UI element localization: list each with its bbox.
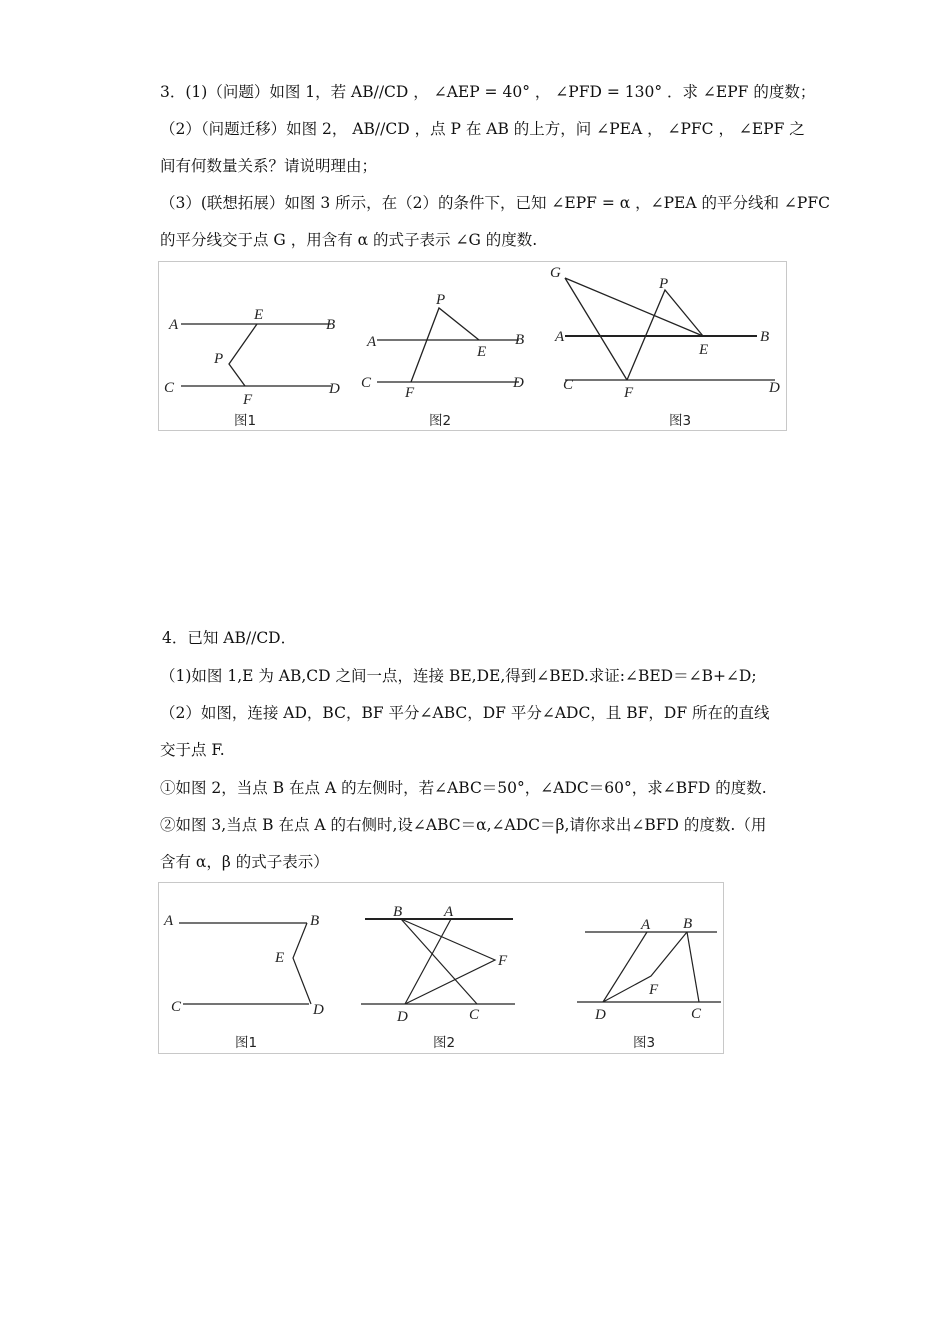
- fig1-label-e: E: [254, 307, 264, 323]
- fig3-label-p: P: [659, 276, 669, 292]
- p4-fig3-path-bfd: [603, 932, 687, 1002]
- problem4-line-2: （1)如图 1,E 为 AB,CD 之间一点，连接 BE,DE,得到∠BED.求证:∠BED＝∠B+∠D;: [160, 667, 757, 685]
- p4-fig2-path-bfd: [401, 919, 495, 1004]
- fig3-label-d: D: [769, 380, 780, 396]
- fig3-label-a: A: [555, 329, 565, 345]
- p4-fig2-label-f: F: [498, 953, 508, 969]
- problem3-figure-svg: [159, 262, 786, 430]
- fig3-label-f: F: [624, 385, 634, 401]
- p4-fig3-line-bc: [687, 932, 699, 1002]
- fig1-path-epf: [229, 324, 257, 386]
- p4-fig1-caption: 图1: [235, 1035, 258, 1051]
- problem4-figure-svg: [159, 883, 723, 1053]
- fig2-label-d: D: [513, 375, 524, 391]
- fig3-label-g: G: [550, 265, 561, 281]
- fig3-label-b: B: [760, 329, 770, 345]
- p4-fig1-label-c: C: [171, 999, 182, 1015]
- p4-fig2-label-a: A: [444, 904, 454, 920]
- p4-fig3-label-d: D: [595, 1007, 606, 1023]
- fig1-label-f: F: [243, 392, 253, 408]
- p4-fig3-line-ad: [603, 932, 647, 1002]
- problem3-line-3: 间有何数量关系？请说明理由；: [160, 157, 378, 175]
- problem3-line-4: （3）(联想拓展）如图 3 所示，在（2）的条件下，已知 ∠EPF = α ，∠PEA 的平分线和 ∠PFC: [160, 194, 830, 212]
- problem4-line-4: 交于点 F.: [160, 741, 225, 759]
- p4-fig3-label-b: B: [683, 916, 693, 932]
- fig2-label-c: C: [361, 375, 372, 391]
- p4-fig3-label-f: F: [649, 982, 659, 998]
- fig3-line-gf: [565, 278, 627, 380]
- p4-fig1-label-d: D: [313, 1002, 324, 1018]
- problem3-line-2: （2）（问题迁移）如图 2， AB//CD ，点 P 在 AB 的上方，问 ∠PEA ， ∠PFC ， ∠EPF 之: [160, 120, 805, 138]
- p4-fig2-label-b: B: [393, 904, 403, 920]
- fig1-label-d: D: [329, 381, 340, 397]
- p4-fig1-label-b: B: [310, 913, 320, 929]
- p4-fig1-label-e: E: [275, 950, 285, 966]
- problem4-line-1: 4．已知 AB//CD．: [162, 629, 297, 647]
- fig3-line-ge: [565, 278, 703, 336]
- fig2-label-a: A: [367, 334, 377, 350]
- problem3-line-1: 3．(1)（问题）如图 1，若 AB//CD ， ∠AEP = 40° ， ∠PFD = 130° ．求 ∠EPF 的度数；: [160, 83, 816, 101]
- fig2-label-p: P: [436, 292, 446, 308]
- fig3-label-e: E: [699, 342, 709, 358]
- problem4-line-5: ①如图 2，当点 B 在点 A 的左侧时，若∠ABC＝50°，∠ADC＝60°，求∠BFD 的度数.: [160, 779, 767, 797]
- problem4-figure: [158, 882, 724, 1054]
- fig3-caption: 图3: [669, 413, 692, 429]
- fig2-label-f: F: [405, 385, 415, 401]
- fig1-caption: 图1: [234, 413, 257, 429]
- problem4-line-6: ②如图 3,当点 B 在点 A 的右侧时,设∠ABC＝α,∠ADC＝β,请你求出∠BFD 的度数.（用: [160, 816, 767, 834]
- problem4-line-3: （2）如图，连接 AD，BC，BF 平分∠ABC，DF 平分∠ADC，且 BF，DF 所在的直线: [160, 704, 770, 722]
- fig2-label-e: E: [477, 344, 487, 360]
- fig1-label-a: A: [169, 317, 179, 333]
- p4-fig2-label-d: D: [397, 1009, 408, 1025]
- p4-fig1-label-a: A: [164, 913, 174, 929]
- problem3-line-5: 的平分线交于点 G ，用含有 α 的式子表示 ∠G 的度数.: [160, 231, 538, 249]
- p4-fig3-label-c: C: [691, 1006, 702, 1022]
- p4-fig2-caption: 图2: [433, 1035, 456, 1051]
- fig2-label-b: B: [515, 332, 525, 348]
- p4-fig1-path-bed: [293, 923, 311, 1004]
- problem3-figure: [158, 261, 787, 431]
- problem4-line-7: 含有 α，β 的式子表示）: [160, 853, 329, 871]
- fig1-label-b: B: [326, 317, 336, 333]
- p4-fig2-label-c: C: [469, 1007, 480, 1023]
- p4-fig3-caption: 图3: [633, 1035, 656, 1051]
- fig1-label-p: P: [214, 351, 224, 367]
- fig3-label-c: C: [563, 377, 574, 393]
- fig1-label-c: C: [164, 380, 175, 396]
- fig2-caption: 图2: [429, 413, 452, 429]
- p4-fig3-label-a: A: [641, 917, 651, 933]
- fig2-path-fpe: [411, 308, 479, 382]
